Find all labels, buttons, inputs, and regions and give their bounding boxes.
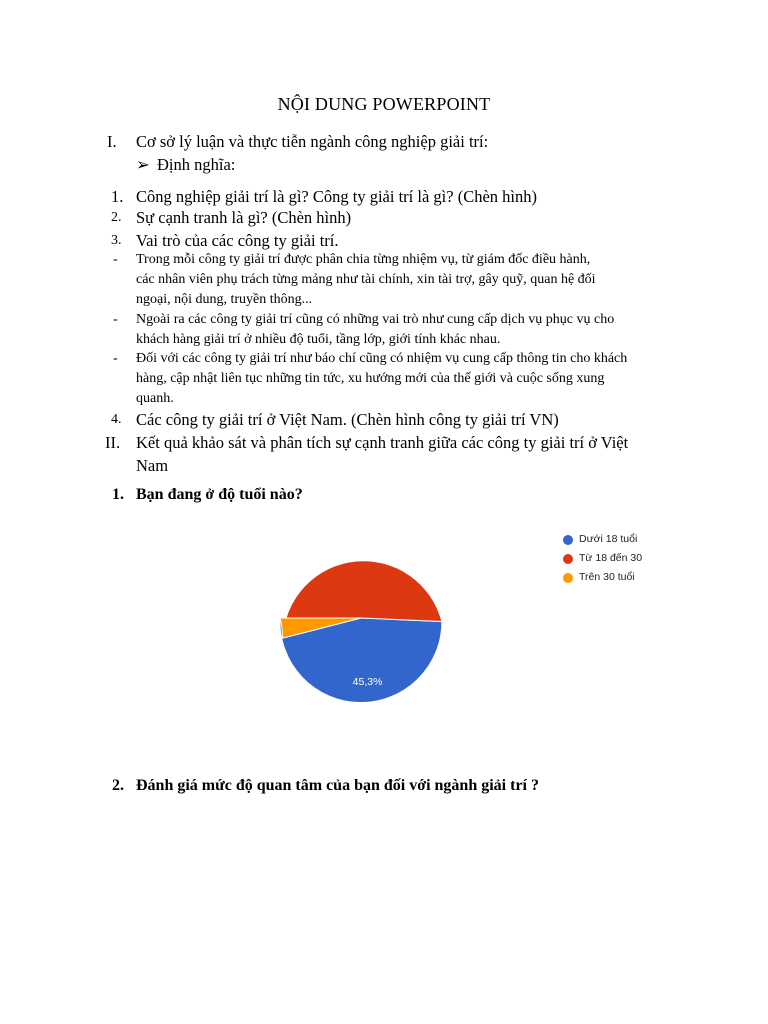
question-marker: 1. [112, 486, 124, 503]
bullet-marker: - [113, 312, 118, 327]
list-item-text: Sự cạnh tranh là gì? (Chèn hình) [136, 208, 352, 227]
section-2-line: Nam [136, 456, 169, 475]
page-title: NỘI DUNG POWERPOINT [277, 94, 491, 114]
bullet-line: quanh. [136, 391, 174, 406]
question-text: Bạn đang ở độ tuổi nào? [136, 486, 303, 503]
bullet-marker: - [113, 351, 118, 366]
legend-label: Trên 30 tuổi [579, 571, 635, 583]
definition-text: Định nghĩa: [157, 155, 236, 174]
list-item-text: Các công ty giải trí ở Việt Nam. (Chèn hình công ty giải trí VN) [136, 410, 559, 429]
question-marker: 2. [112, 777, 124, 794]
list-item-text: Công nghiệp giải trí là gì? Công ty giải trí là gì? (Chèn hình) [136, 187, 537, 206]
section-1-marker: I. [107, 132, 117, 151]
question-text: Đánh giá mức độ quan tâm của bạn đối với ngành giải trí ? [136, 777, 539, 794]
bullet-line: Ngoài ra các công ty giải trí cũng có những vai trò như cung cấp dịch vụ phục vụ cho [136, 312, 615, 327]
bullet-marker: - [113, 252, 118, 267]
legend-dot-icon [563, 535, 573, 545]
pie-slice-label: 50,7% [347, 549, 378, 562]
age-pie-chart [143, 518, 723, 738]
bullet-line: Đối với các công ty giải trí như báo chí cũng có nhiệm vụ cung cấp thông tin cho khách [136, 351, 628, 366]
list-item-marker: 3. [111, 233, 122, 248]
pie-slice-label: 45,3% [352, 675, 383, 688]
list-item-text: Vai trò của các công ty giải trí. [136, 231, 339, 250]
bullet-line: Trong mỗi công ty giải trí được phân chia từng nhiệm vụ, từ giám đốc điều hành, [136, 252, 591, 267]
legend-dot-icon [563, 573, 573, 583]
list-item-marker: 1. [111, 187, 124, 206]
section-2-marker: II. [105, 433, 121, 452]
section-1-text: Cơ sở lý luận và thực tiễn ngành công nghiệp giải trí: [136, 132, 489, 151]
bullet-line: khách hàng giải trí ở nhiều độ tuổi, tầng lớp, giới tính khác nhau. [136, 332, 501, 347]
list-item-marker: 2. [111, 210, 122, 225]
legend-label: Từ 18 đến 30 [579, 552, 643, 564]
bullet-line: các nhân viên phụ trách từng mảng như tài chính, xin tài trợ, gây quỹ, quan hệ đối [136, 272, 596, 287]
bullet-line: hàng, cập nhật liên tục những tin tức, xu hướng mới của thế giới và cuộc sống xung [136, 371, 605, 386]
legend-dot-icon [563, 554, 573, 564]
section-2-line: Kết quả khảo sát và phân tích sự cạnh tranh giữa các công ty giải trí ở Việt [136, 433, 629, 452]
legend-label: Dưới 18 tuổi [579, 533, 638, 545]
list-item-marker: 4. [111, 412, 122, 427]
arrow-bullet-icon: ➢ [136, 155, 150, 174]
bullet-line: ngoại, nội dung, truyền thông... [136, 292, 313, 307]
pie-svg [143, 518, 723, 738]
